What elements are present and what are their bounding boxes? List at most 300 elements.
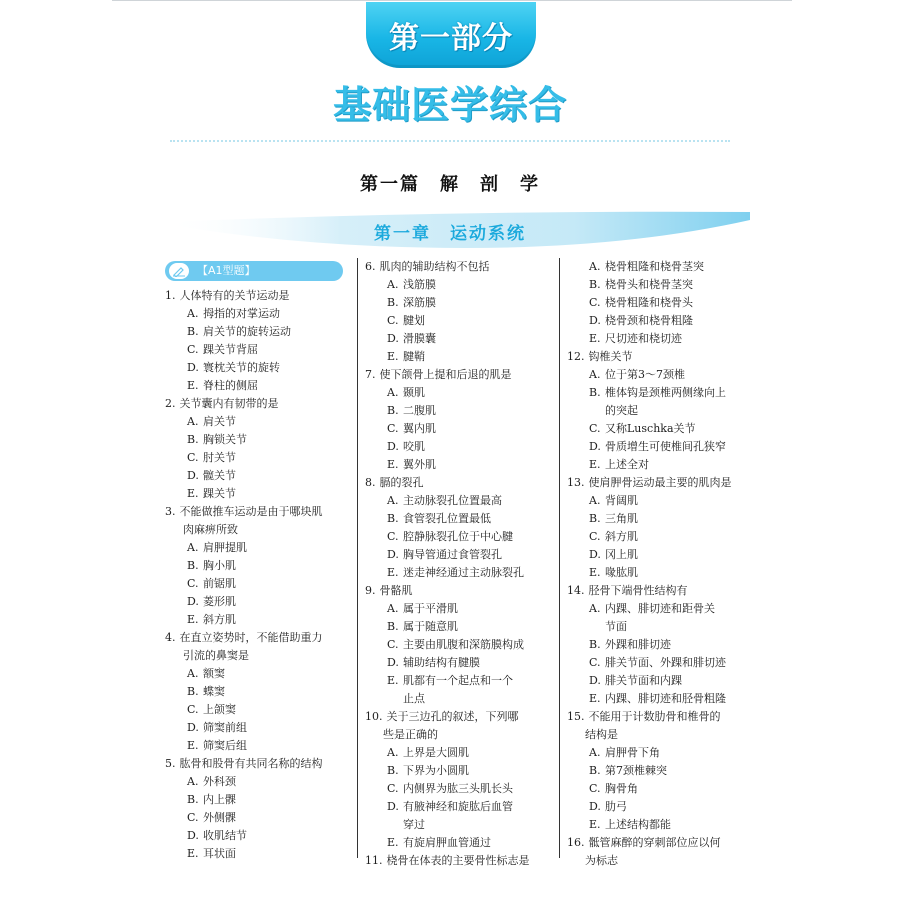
option-text-continued xyxy=(365,816,550,834)
question-number: 5. xyxy=(165,757,176,770)
option-letter: B. xyxy=(187,685,199,698)
option-text: 寰枕关节的旋转 xyxy=(203,361,280,374)
option-text: 肘关节 xyxy=(203,451,236,464)
option-text: 尺切迹和桡切迹 xyxy=(605,332,682,345)
option-letter: E. xyxy=(387,674,399,687)
option-text: 桡骨粗隆和桡骨茎突 xyxy=(605,260,704,273)
option-text-wrap: 的突起 xyxy=(605,404,638,417)
option-letter: A. xyxy=(187,307,199,320)
question-text: 使下颌骨上提和后退的肌是 xyxy=(379,368,512,381)
option-text: 胸骨角 xyxy=(605,782,638,795)
option-text: 内上髁 xyxy=(203,793,236,806)
question-text: 膈的裂孔 xyxy=(379,476,424,489)
answer-option xyxy=(365,762,550,780)
option-letter: A. xyxy=(387,746,399,759)
answer-option xyxy=(365,312,550,330)
question-stem xyxy=(567,474,752,492)
question-text-continued: 肉麻痹所致 xyxy=(183,523,238,536)
question-stem xyxy=(365,708,550,726)
option-text: 上述全对 xyxy=(605,458,649,471)
option-letter: B. xyxy=(589,386,601,399)
answer-option xyxy=(365,798,550,816)
option-text: 外踝和腓切迹 xyxy=(605,638,671,651)
answer-option xyxy=(165,341,350,359)
option-text: 斜方肌 xyxy=(203,613,236,626)
answer-option xyxy=(365,528,550,546)
option-letter: E. xyxy=(387,458,399,471)
answer-option xyxy=(567,546,752,564)
question-text: 在直立姿势时，不能借助重力 xyxy=(179,631,323,644)
option-letter: E. xyxy=(187,487,199,500)
option-text: 斜方肌 xyxy=(605,530,638,543)
option-letter: A. xyxy=(187,775,199,788)
option-text: 脊柱的侧屈 xyxy=(203,379,258,392)
option-text-continued xyxy=(365,690,550,708)
option-letter: E. xyxy=(589,818,601,831)
answer-option xyxy=(567,510,752,528)
question-type-label xyxy=(165,261,343,281)
question-number: 9. xyxy=(365,584,376,597)
question-text: 关于三边孔的叙述，下列哪 xyxy=(386,710,519,723)
answer-option xyxy=(165,737,350,755)
option-letter: B. xyxy=(187,433,199,446)
option-letter: C. xyxy=(589,422,601,435)
answer-option xyxy=(165,809,350,827)
option-text: 内踝、腓切迹和胫骨粗隆 xyxy=(605,692,726,705)
option-text: 腔静脉裂孔位于中心腱 xyxy=(403,530,513,543)
option-text: 拇指的对掌运动 xyxy=(203,307,280,320)
option-text: 肩胛提肌 xyxy=(203,541,247,554)
question-stem xyxy=(567,582,752,600)
option-letter: E. xyxy=(589,566,601,579)
option-letter: D. xyxy=(187,361,199,374)
option-letter: D. xyxy=(589,440,601,453)
question-stem xyxy=(365,258,550,276)
option-text: 肩关节的旋转运动 xyxy=(203,325,291,338)
question-number: 10. xyxy=(365,710,383,723)
part-title: 基础医学综合 xyxy=(332,83,567,127)
option-text: 外科颈 xyxy=(203,775,236,788)
option-text: 二腹肌 xyxy=(403,404,436,417)
option-letter: B. xyxy=(387,404,399,417)
option-text: 骨质增生可使椎间孔狭窄 xyxy=(605,440,726,453)
answer-option xyxy=(365,384,550,402)
answer-option xyxy=(567,312,752,330)
answer-option xyxy=(365,600,550,618)
option-letter: B. xyxy=(187,559,199,572)
option-spacer xyxy=(387,816,403,834)
answer-option xyxy=(365,492,550,510)
answer-option xyxy=(365,636,550,654)
pencil-icon xyxy=(168,262,190,280)
option-letter: B. xyxy=(187,793,199,806)
question-stem xyxy=(165,395,350,413)
answer-option xyxy=(165,557,350,575)
option-letter: A. xyxy=(589,494,601,507)
answer-option xyxy=(165,791,350,809)
question-number: 11. xyxy=(365,854,383,867)
option-letter: D. xyxy=(387,440,399,453)
option-spacer xyxy=(589,402,605,420)
dotted-divider xyxy=(170,140,730,142)
answer-option xyxy=(165,593,350,611)
question-text: 骨骼肌 xyxy=(379,584,413,597)
option-text: 有旋肩胛血管通过 xyxy=(403,836,491,849)
answer-option xyxy=(567,330,752,348)
option-text: 桡骨粗隆和桡骨头 xyxy=(605,296,693,309)
option-letter: A. xyxy=(187,667,199,680)
option-letter: D. xyxy=(387,656,399,669)
option-text: 下界为小圆肌 xyxy=(403,764,469,777)
option-letter: A. xyxy=(589,260,601,273)
answer-option xyxy=(567,780,752,798)
option-text: 咬肌 xyxy=(403,440,425,453)
question-number: 16. xyxy=(567,836,585,849)
option-text: 背阔肌 xyxy=(605,494,638,507)
option-letter: E. xyxy=(387,836,399,849)
option-text: 髋关节 xyxy=(203,469,236,482)
answer-option xyxy=(567,762,752,780)
question-text-continued: 些是正确的 xyxy=(383,728,438,741)
option-letter: B. xyxy=(387,296,399,309)
option-letter: E. xyxy=(187,847,199,860)
option-letter: B. xyxy=(387,764,399,777)
option-letter: D. xyxy=(187,469,199,482)
question-text: 钩椎关节 xyxy=(588,350,633,363)
option-letter: D. xyxy=(387,548,399,561)
question-number: 6. xyxy=(365,260,376,273)
option-text: 耳状面 xyxy=(203,847,236,860)
option-text: 额窦 xyxy=(203,667,225,680)
option-text: 蝶窦 xyxy=(203,685,225,698)
option-spacer xyxy=(387,690,403,708)
option-text-wrap: 止点 xyxy=(403,692,425,705)
answer-option xyxy=(567,690,752,708)
column-divider xyxy=(357,258,358,858)
option-letter: C. xyxy=(589,656,601,669)
option-letter: D. xyxy=(187,721,199,734)
option-text: 肩胛骨下角 xyxy=(605,746,660,759)
question-text: 使肩胛骨运动最主要的肌肉是 xyxy=(588,476,732,489)
option-text: 属于平滑肌 xyxy=(403,602,458,615)
answer-option xyxy=(365,276,550,294)
option-text: 内侧界为肱三头肌长头 xyxy=(403,782,513,795)
answer-option xyxy=(567,744,752,762)
answer-option xyxy=(567,294,752,312)
question-number: 14. xyxy=(567,584,585,597)
option-text: 浅筋膜 xyxy=(403,278,436,291)
option-text-wrap: 穿过 xyxy=(403,818,425,831)
option-text: 滑膜囊 xyxy=(403,332,436,345)
part-badge xyxy=(366,2,536,68)
answer-option xyxy=(165,665,350,683)
option-text: 外侧髁 xyxy=(203,811,236,824)
option-text: 胸导管通过食管裂孔 xyxy=(403,548,502,561)
option-letter: A. xyxy=(589,746,601,759)
column-divider xyxy=(559,258,560,858)
answer-option xyxy=(165,701,350,719)
question-text: 骶管麻醉的穿刺部位应以何 xyxy=(588,836,721,849)
question-number: 2. xyxy=(165,397,176,410)
option-letter: C. xyxy=(387,638,399,651)
answer-option xyxy=(365,348,550,366)
option-text-wrap: 节面 xyxy=(605,620,627,633)
option-letter: E. xyxy=(187,739,199,752)
option-letter: D. xyxy=(187,595,199,608)
answer-option xyxy=(567,816,752,834)
answer-option xyxy=(165,827,350,845)
option-letter: A. xyxy=(187,541,199,554)
option-text: 翼外肌 xyxy=(403,458,436,471)
option-letter: C. xyxy=(387,422,399,435)
option-letter: E. xyxy=(589,458,601,471)
option-text: 上界是大圆肌 xyxy=(403,746,469,759)
answer-option xyxy=(365,438,550,456)
option-text: 翼内肌 xyxy=(403,422,436,435)
option-letter: C. xyxy=(187,703,199,716)
option-letter: D. xyxy=(589,800,601,813)
answer-option xyxy=(365,618,550,636)
answer-option xyxy=(567,456,752,474)
option-spacer xyxy=(589,618,605,636)
answer-option xyxy=(365,294,550,312)
answer-option xyxy=(567,384,752,402)
option-text: 菱形肌 xyxy=(203,595,236,608)
answer-option xyxy=(165,611,350,629)
question-text: 肌肉的辅助结构不包括 xyxy=(379,260,490,273)
chapter-title: 第一章 运动系统 xyxy=(374,224,526,244)
answer-option xyxy=(365,654,550,672)
option-letter: A. xyxy=(589,602,601,615)
question-number: 15. xyxy=(567,710,585,723)
option-text: 踝关节背屈 xyxy=(203,343,258,356)
answer-option xyxy=(165,539,350,557)
answer-option xyxy=(567,366,752,384)
option-text-continued xyxy=(567,402,752,420)
question-number: 4. xyxy=(165,631,176,644)
option-letter: D. xyxy=(589,314,601,327)
answer-option xyxy=(165,683,350,701)
question-text: 胫骨下端骨性结构有 xyxy=(588,584,688,597)
option-letter: C. xyxy=(187,451,199,464)
answer-option xyxy=(567,420,752,438)
answer-option xyxy=(165,449,350,467)
option-letter: E. xyxy=(187,613,199,626)
option-letter: B. xyxy=(589,512,601,525)
answer-option xyxy=(365,744,550,762)
option-letter: B. xyxy=(387,620,399,633)
question-text: 不能做推车运动是由于哪块肌 xyxy=(179,505,323,518)
option-text: 颞肌 xyxy=(403,386,425,399)
answer-option xyxy=(567,564,752,582)
option-text: 主要由肌腹和深筋膜构成 xyxy=(403,638,524,651)
question-stem xyxy=(567,348,752,366)
question-stem xyxy=(165,503,350,521)
answer-option xyxy=(365,456,550,474)
option-letter: A. xyxy=(387,494,399,507)
option-letter: C. xyxy=(589,530,601,543)
option-text-continued xyxy=(567,618,752,636)
question-stem xyxy=(567,708,752,726)
question-type-text: 【A1型题】 xyxy=(197,264,256,277)
option-letter: E. xyxy=(589,692,601,705)
option-letter: B. xyxy=(387,512,399,525)
option-text: 迷走神经通过主动脉裂孔 xyxy=(403,566,524,579)
answer-option xyxy=(365,546,550,564)
option-text: 深筋膜 xyxy=(403,296,436,309)
option-text: 肩关节 xyxy=(203,415,236,428)
option-text: 筛窦后组 xyxy=(203,739,247,752)
answer-option xyxy=(567,600,752,618)
option-letter: A. xyxy=(387,602,399,615)
option-text: 又称Luschka关节 xyxy=(605,422,696,435)
question-column-2 xyxy=(365,258,550,870)
answer-option xyxy=(165,305,350,323)
option-letter: D. xyxy=(387,800,399,813)
answer-option xyxy=(365,834,550,852)
question-text: 人体特有的关节运动是 xyxy=(179,289,290,302)
option-text: 三角肌 xyxy=(605,512,638,525)
option-letter: E. xyxy=(187,379,199,392)
question-text-continued: 为标志 xyxy=(585,854,618,867)
option-letter: A. xyxy=(387,278,399,291)
part-label: 第一部分 xyxy=(389,21,513,56)
option-letter: C. xyxy=(387,782,399,795)
option-letter: B. xyxy=(589,638,601,651)
answer-option xyxy=(567,636,752,654)
question-text: 肱骨和股骨有共同名称的结构 xyxy=(179,757,323,770)
option-letter: A. xyxy=(387,386,399,399)
top-rule xyxy=(112,0,792,1)
question-stem xyxy=(365,474,550,492)
question-text: 桡骨在体表的主要骨性标志是 xyxy=(386,854,530,867)
option-letter: A. xyxy=(187,415,199,428)
answer-option xyxy=(165,377,350,395)
question-column-1 xyxy=(165,258,350,863)
answer-option xyxy=(165,431,350,449)
question-text: 不能用于计数肋骨和椎骨的 xyxy=(588,710,721,723)
answer-option xyxy=(365,420,550,438)
option-text: 肌都有一个起点和一个 xyxy=(403,674,513,687)
answer-option xyxy=(567,654,752,672)
answer-option xyxy=(165,485,350,503)
section-title: 第一篇 解 剖 学 xyxy=(360,174,540,195)
option-text: 腱划 xyxy=(403,314,425,327)
question-number: 1. xyxy=(165,289,176,302)
option-text: 位于第3～7颈椎 xyxy=(605,368,685,381)
option-letter: C. xyxy=(589,782,601,795)
question-stem xyxy=(165,629,350,647)
option-letter: C. xyxy=(589,296,601,309)
answer-option xyxy=(365,510,550,528)
option-letter: C. xyxy=(187,343,199,356)
option-text: 上颌窦 xyxy=(203,703,236,716)
answer-option xyxy=(567,276,752,294)
option-letter: C. xyxy=(387,530,399,543)
option-text: 喙肱肌 xyxy=(605,566,638,579)
answer-option xyxy=(567,798,752,816)
option-letter: D. xyxy=(589,548,601,561)
answer-option xyxy=(365,564,550,582)
option-text: 胸锁关节 xyxy=(203,433,247,446)
option-text: 胸小肌 xyxy=(203,559,236,572)
option-text: 辅助结构有腱膜 xyxy=(403,656,480,669)
option-text: 收肌结节 xyxy=(203,829,247,842)
question-number: 8. xyxy=(365,476,376,489)
question-stem xyxy=(365,852,550,870)
option-text: 食管裂孔位置最低 xyxy=(403,512,491,525)
option-text: 踝关节 xyxy=(203,487,236,500)
option-text: 桡骨颈和桡骨粗隆 xyxy=(605,314,693,327)
option-text: 肋弓 xyxy=(605,800,627,813)
question-stem xyxy=(365,582,550,600)
option-text: 冈上肌 xyxy=(605,548,638,561)
option-letter: C. xyxy=(387,314,399,327)
question-number: 13. xyxy=(567,476,585,489)
option-letter: E. xyxy=(589,332,601,345)
option-text: 腓关节面、外踝和腓切迹 xyxy=(605,656,726,669)
option-letter: A. xyxy=(589,368,601,381)
answer-option xyxy=(365,402,550,420)
answer-option xyxy=(165,845,350,863)
question-number: 12. xyxy=(567,350,585,363)
option-letter: B. xyxy=(187,325,199,338)
option-letter: B. xyxy=(589,278,601,291)
option-text: 椎体钩是颈椎两侧缘向上 xyxy=(605,386,726,399)
option-text: 腱鞘 xyxy=(403,350,425,363)
answer-option xyxy=(567,258,752,276)
option-text: 第7颈椎棘突 xyxy=(605,764,667,777)
answer-option xyxy=(165,575,350,593)
answer-option xyxy=(365,780,550,798)
answer-option xyxy=(567,528,752,546)
option-letter: C. xyxy=(187,811,199,824)
option-text: 主动脉裂孔位置最高 xyxy=(403,494,502,507)
answer-option xyxy=(365,330,550,348)
answer-option xyxy=(567,492,752,510)
option-text: 桡骨头和桡骨茎突 xyxy=(605,278,693,291)
answer-option xyxy=(165,359,350,377)
question-stem xyxy=(165,755,350,773)
question-column-3 xyxy=(567,258,752,870)
answer-option xyxy=(567,672,752,690)
question-stem xyxy=(165,287,350,305)
option-text: 前锯肌 xyxy=(203,577,236,590)
answer-option xyxy=(165,413,350,431)
option-letter: C. xyxy=(187,577,199,590)
option-text: 筛窦前组 xyxy=(203,721,247,734)
answer-option xyxy=(165,467,350,485)
option-text: 属于随意肌 xyxy=(403,620,458,633)
question-text: 关节囊内有韧带的是 xyxy=(179,397,279,410)
answer-option xyxy=(567,438,752,456)
question-number: 7. xyxy=(365,368,376,381)
question-text-continued: 引流的鼻窦是 xyxy=(183,649,249,662)
option-letter: D. xyxy=(187,829,199,842)
answer-option xyxy=(165,323,350,341)
answer-option xyxy=(165,773,350,791)
option-letter: E. xyxy=(387,350,399,363)
answer-option xyxy=(365,672,550,690)
question-text-continued: 结构是 xyxy=(585,728,618,741)
answer-option xyxy=(165,719,350,737)
option-text: 上述结构都能 xyxy=(605,818,671,831)
question-number: 3. xyxy=(165,505,176,518)
question-stem xyxy=(567,834,752,852)
option-text: 有腋神经和旋肱后血管 xyxy=(403,800,513,813)
option-letter: B. xyxy=(589,764,601,777)
option-text: 腓关节面和内踝 xyxy=(605,674,682,687)
